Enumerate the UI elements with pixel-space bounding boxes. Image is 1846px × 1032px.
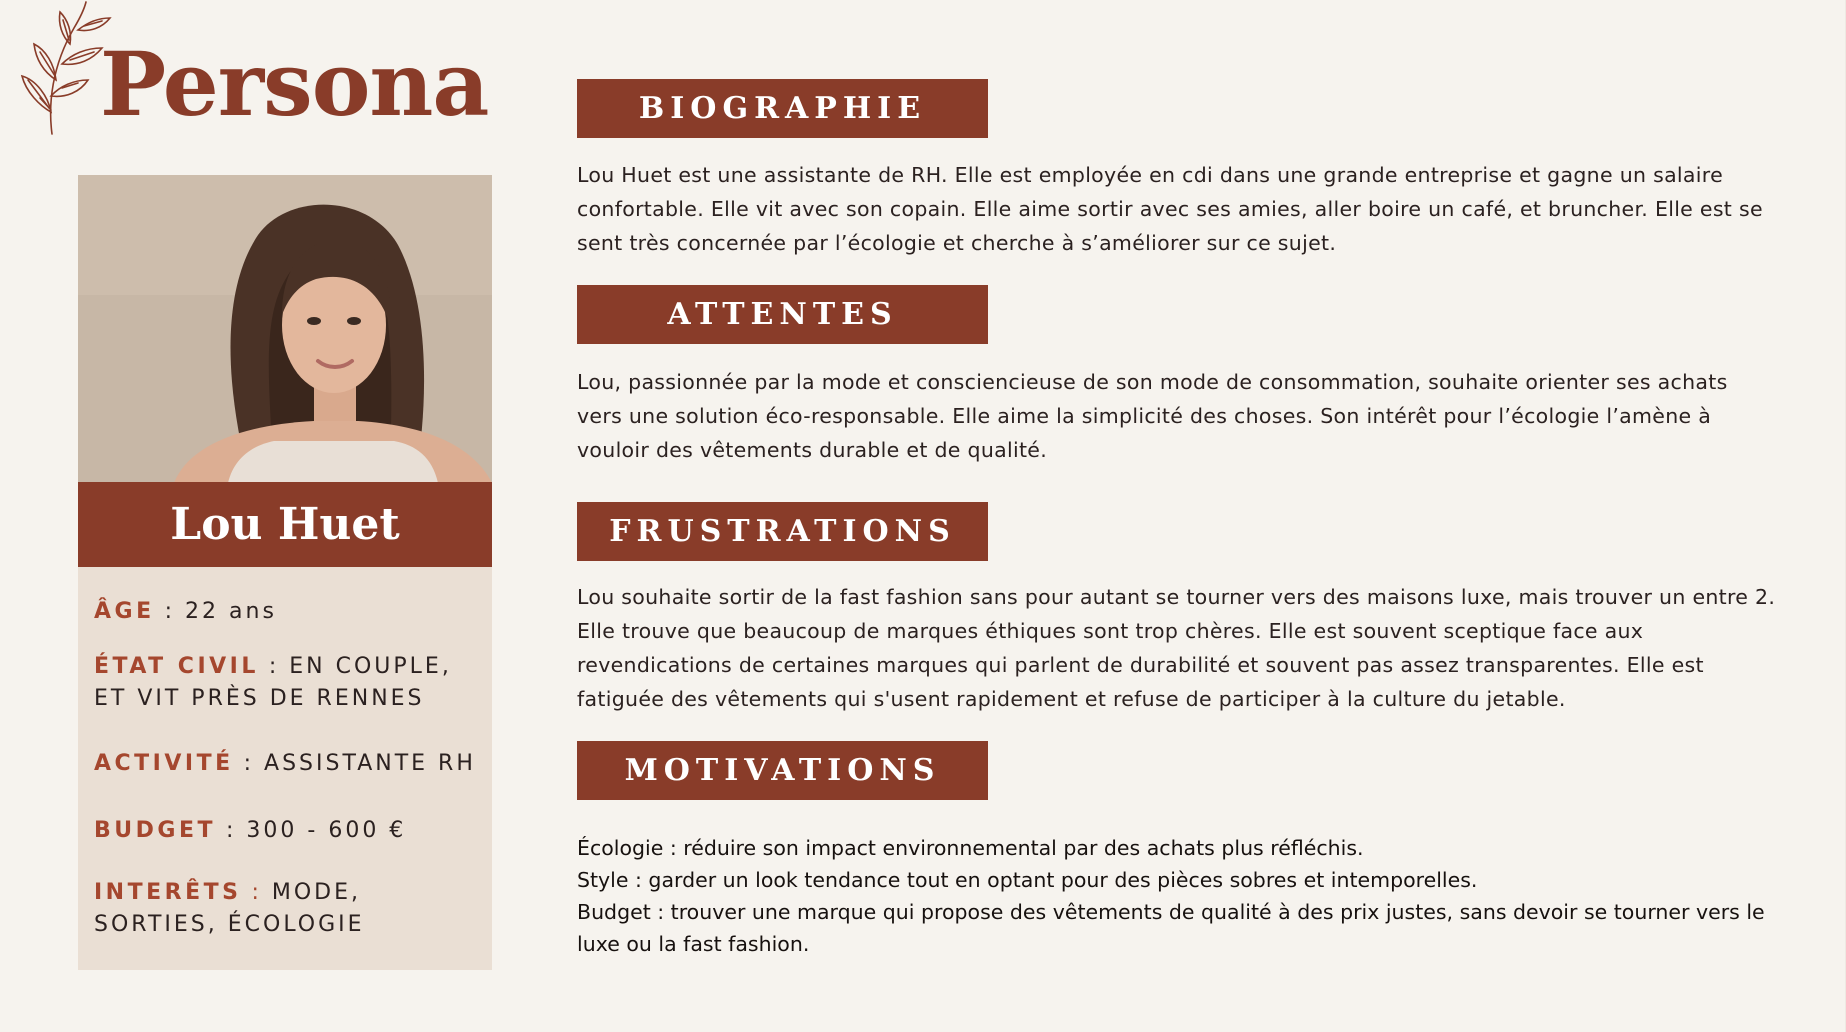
motivation-item-budget: Budget : trouver une marque qui propose des vêtements de qualité à des prix justes, sans devoir se tourner vers le luxe ou la fast fashion. <box>577 900 1765 956</box>
interests-value-line1: MODE, <box>271 880 361 905</box>
age-info: ÂGE : 22 ans <box>94 599 277 624</box>
interests-label: INTERÊTS <box>94 880 242 905</box>
civil-status-info: ÉTAT CIVIL : EN COUPLE, ET VIT PRÈS DE RENNES <box>94 654 452 711</box>
budget-label: BUDGET <box>94 818 216 843</box>
persona-name-bar <box>78 482 492 567</box>
frustrations-text: Lou souhaite sortir de la fast fashion sans pour autant se tourner vers des maisons luxe, mais trouver un entre 2. Elle trouve que beaucoup de marques éthiques sont trop chères. Elle est souvent sceptique face aux revendications de certaines marques qui parlent de durabilité et souvent pas assez transparentes. Elle est fatiguée des vêtements qui s'usent rapidement et refuse de participer à la culture du jetable. <box>577 585 1776 711</box>
page-title: Persona <box>100 32 489 136</box>
civil-status-label: ÉTAT CIVIL <box>94 654 259 679</box>
expectations-title: ATTENTES <box>667 297 898 332</box>
interests-value-line2: SORTIES, ÉCOLOGIE <box>94 912 365 937</box>
budget-info: BUDGET : 300 - 600 € <box>94 818 407 843</box>
motivation-item-ecology: Écologie : réduire son impact environnemental par des achats plus réfléchis. <box>577 836 1364 860</box>
portrait-photo <box>78 175 492 483</box>
persona-name: Lou Huet <box>170 499 400 550</box>
motivations-list <box>577 832 1777 960</box>
biography-text: Lou Huet est une assistante de RH. Elle est employée en cdi dans une grande entreprise et gagne un salaire confortable. Elle vit avec son copain. Elle aime sortir avec ses amies, aller boire un café, et bruncher. Elle est se sent très concernée par l’écologie et cherche à s’améliorer sur ce sujet. <box>577 163 1763 255</box>
motivation-item-style: Style : garder un look tendance tout en optant pour des pièces sobres et intemporelles. <box>577 868 1478 892</box>
frustrations-title: FRUSTRATIONS <box>609 514 956 549</box>
age-label: ÂGE <box>94 599 155 624</box>
activity-value: ASSISTANTE RH <box>264 751 476 776</box>
frustrations-heading <box>577 502 988 561</box>
biography-heading <box>577 79 988 138</box>
expectations-heading <box>577 285 988 344</box>
biography-title: BIOGRAPHIE <box>638 91 927 126</box>
civil-status-value-line1: EN COUPLE, <box>289 654 452 679</box>
expectations-text: Lou, passionnée par la mode et consciencieuse de son mode de consommation, souhaite orienter ses achats vers une solution éco-responsable. Elle aime la simplicité des choses. Son intérêt pour l’écologie l’amène à vouloir des vêtements durable et de qualité. <box>577 370 1728 462</box>
civil-status-value-line2: ET VIT PRÈS DE RENNES <box>94 686 425 711</box>
budget-value: 300 - 600 € <box>246 818 407 843</box>
age-value: 22 ans <box>185 599 277 624</box>
interests-info: INTERÊTS : MODE, SORTIES, ÉCOLOGIE <box>94 880 365 937</box>
activity-label: ACTIVITÉ <box>94 751 234 776</box>
motivations-heading <box>577 741 988 800</box>
activity-info: ACTIVITÉ : ASSISTANTE RH <box>94 751 476 776</box>
motivations-title: MOTIVATIONS <box>624 753 941 788</box>
